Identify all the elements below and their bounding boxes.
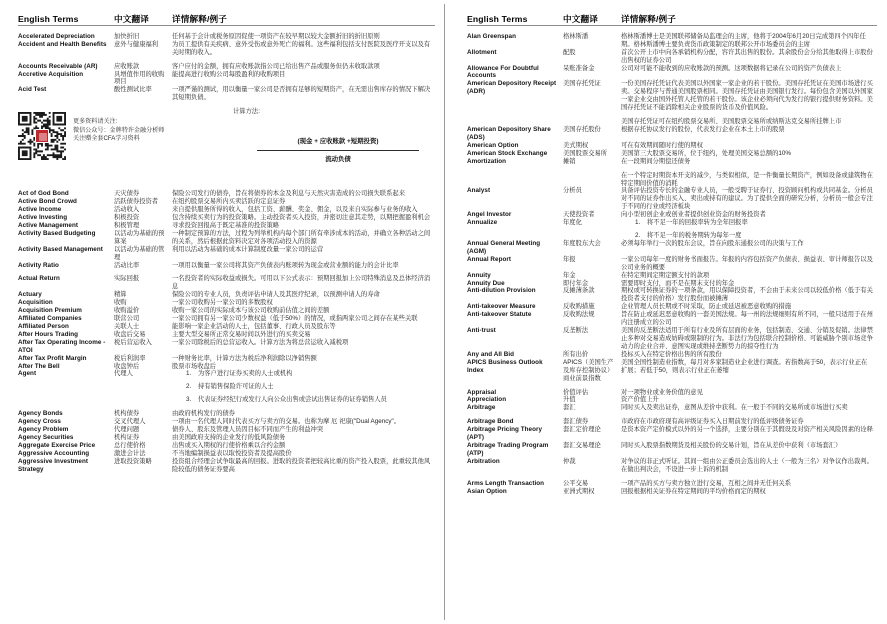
term-cell: Acquisition	[18, 299, 53, 307]
description-cell: 需要即时支付，而不是在期末支付的年金	[621, 279, 735, 287]
term-cell: Arbitrage Bond	[467, 418, 514, 426]
chinese-cell: 活动比率	[114, 261, 140, 269]
description-cell: 一家公司每年一度的财务书面报告。年报的内容包括资产负债表、损益表、审计师报告以及公司业务的概要	[621, 255, 873, 271]
term-cell: Amortization	[467, 157, 507, 165]
chinese-cell: 亚洲式期权	[563, 487, 595, 495]
chinese-cell: 酸性测试比率	[114, 86, 152, 94]
chinese-cell: 升值	[563, 396, 576, 404]
term-cell: Arms Length Transaction	[467, 479, 545, 487]
table-row	[18, 275, 435, 291]
chinese-cell: 所有出价	[563, 350, 589, 358]
table-row	[467, 351, 877, 359]
table-row	[467, 158, 877, 166]
table-row	[18, 214, 435, 222]
table-row	[467, 480, 877, 488]
column-header-chinese: 中文翻译	[563, 14, 598, 24]
description-cell: 能提高进行收购公司每股盈利的收购项目	[172, 70, 286, 78]
table-row	[467, 65, 877, 81]
promo-line-3: 关注赠全套CFA学习资料	[73, 135, 140, 143]
term-cell: Appreciation	[467, 396, 507, 404]
chinese-cell: 收购	[114, 299, 127, 307]
table-row	[18, 458, 435, 474]
description-cell: 保险公司发行的债券，旨在将债券的本金及利息与天然灾害造成的公司损失联系起来	[172, 190, 405, 198]
chinese-cell: 收购溢价	[114, 307, 140, 315]
term-cell: Arbitrage Pricing Theory (APT)	[467, 426, 543, 442]
chinese-cell	[563, 118, 621, 126]
chinese-cell: 配股	[563, 48, 576, 56]
description-cell: 资产价值上升	[621, 396, 659, 404]
table-row	[467, 359, 877, 383]
list-item: 将不足一年的回报率转为全年回报率	[647, 219, 748, 227]
chinese-cell: 代理问题	[114, 426, 140, 434]
description-cell: 保险公司的专业人员，负责评估申请人及其医疗纪录，以预测申请人的寿命	[172, 291, 380, 299]
term-cell: Active Management	[18, 221, 78, 229]
formula-bar	[257, 150, 419, 151]
description-cell: 具备评估投资专长的金融专业人员，一般受聘于证券行、投资顾问机构或共同基金。分析员对不同的证券作出买入、卖出或持有的建议。为了提供全面的研究分析，分析员一般会专注于不同的行业或经济板块	[621, 187, 873, 211]
term-cell: Annual Report	[467, 255, 512, 263]
term-cell: American Stock Exchange	[467, 149, 548, 157]
description-cell: 包含持续买卖行为的投资策略。主动投资者买入投资，并密切注意其走势，以期把握盈利机会	[172, 213, 431, 221]
table-row	[18, 262, 435, 270]
term-cell: Agency Cross	[18, 418, 61, 426]
table-row	[467, 33, 877, 49]
description-list	[172, 370, 431, 404]
table-row	[18, 291, 435, 299]
term-cell	[467, 118, 563, 126]
chinese-cell: 税后利润率	[114, 354, 146, 362]
chinese-cell: 以活动为基础的管理	[114, 245, 165, 261]
table-row	[18, 410, 435, 418]
table-row	[467, 118, 877, 126]
chinese-cell: 天灾债券	[114, 190, 140, 198]
term-cell: Anti-trust	[467, 327, 496, 335]
chinese-cell: 实际回报	[114, 275, 140, 283]
term-cell: Actual Return	[18, 275, 60, 283]
term-cell: After Hours Trading	[18, 330, 79, 338]
chinese-cell: 以活动为基础的预算案	[114, 229, 165, 245]
description-cell: 一名投资者的实际收益或损失。可用以下公式表示：预期回报加上公司特殊消息及总体经济消息	[172, 275, 431, 291]
table-row	[467, 142, 877, 150]
chinese-cell: 具增值作用的收购项目	[114, 70, 165, 86]
table-row	[18, 86, 435, 102]
description-cell: 期权或可转换证券的一项条款，用以保障投资者，不会由于未来公司以较低价格（低于有关投资者支付的价格）发行股份而被摊薄	[621, 287, 873, 303]
term-cell: Activity Based Management	[18, 245, 103, 253]
description-cell: 主要大型交易所正常交易时间以外进行的买卖交易	[172, 330, 311, 338]
promo-line-1: 更多资料请关注:	[73, 118, 118, 126]
table-row	[18, 450, 435, 458]
term-cell: Asian Option	[467, 487, 507, 495]
description-cell: 根据存托协议发行的股份，代表发行企业在本土上市的股票	[621, 125, 785, 133]
chinese-cell: 天使投资者	[563, 211, 595, 219]
chinese-cell: 呆账准备金	[563, 64, 595, 72]
description-cell: 回报根据相关证券在特定期间的平均价格而定的期权	[621, 487, 766, 495]
term-cell: Agent	[18, 370, 37, 378]
term-cell: Appraisal	[467, 388, 497, 396]
table-row	[18, 41, 435, 57]
chinese-cell: 意外与健康福利	[114, 40, 159, 48]
chinese-cell: 公平交易	[563, 479, 589, 487]
description-cell: 对争议的非正式听证。其间一组由公正委员会选出的人士（一般为三名）对争议作出裁判。在做出判决会，不设进一步上诉的机制	[621, 457, 873, 473]
term-cell: American Depository Receipt (ADR)	[467, 80, 557, 96]
table-row	[18, 355, 435, 363]
description-cell: 同时买入及卖出证券，意图从差价中获利。在一般于不同的交易所或市场进行买卖	[621, 404, 848, 412]
description-cell: 寻求投资回报高于既定基准的投资策略	[172, 221, 280, 229]
chinese-cell: 激进会计法	[114, 449, 146, 457]
chinese-cell: 应收账款	[114, 62, 140, 70]
chinese-cell: 反收购法规	[563, 311, 595, 319]
description-cell: 债券人、股东及管理人员因目标不同而产生的利益冲突	[172, 426, 324, 434]
description-cell: 在纽约股票交易所内买卖活跃的定息证券	[172, 198, 286, 206]
term-cell: Analyst	[467, 187, 491, 195]
description-cell: 为员工提供有关疾病、意外受伤或意外死亡的福利。这些福利包括支付医院及医疗开支以及有关时期的收入。	[172, 40, 431, 56]
chinese-cell: 价值评估	[563, 388, 589, 396]
description-cell: 股票市场收盘后	[172, 362, 217, 370]
term-cell: After The Bell	[18, 362, 60, 370]
term-cell: Acquisition Premium	[18, 307, 82, 315]
list-item: 代表证券经纪行或发行人向公众出售或尝试出售证券的证券销售人员	[198, 396, 387, 404]
table-row	[18, 307, 435, 315]
chinese-cell: 进取投资策略	[114, 457, 152, 465]
chinese-cell: 积极投资	[114, 213, 140, 221]
description-cell: 一项用以衡量一家公司将其资产负债表内账项转为现金或营业额的能力的会计比率	[172, 261, 399, 269]
description-cell: 一种财务比率，计算方法为税后净利润除以净销售额	[172, 354, 317, 362]
description-cell: 企业管理人员长期或不时采取，防止或延迟被恶意收购的措施	[621, 303, 792, 311]
description-cell: 不当地编制损益表以取悦投资者及提高股价	[172, 449, 292, 457]
term-cell: Aggressive Accounting	[18, 449, 90, 457]
description-cell: 向小型初创企业或创业者提供创业资金的财务投资者	[621, 211, 766, 219]
description-cell: 在特定期间定期定额支付的款项	[621, 271, 710, 279]
table-row	[467, 287, 877, 303]
description-cell: 一份美国存托凭证代表美国以外国家一家企业的若干股份。美国存托凭证在美国市场进行买卖。交易程序与普通美国股票相同。美国存托凭证由美国银行发行。每份包含美国以外国家一家企业交由国外托管人托管的若干股份。该企业必须向代为发行的银行提供财务资料。美国存托凭证不能消除相关企业股票的货币及价值风险。	[621, 80, 873, 112]
term-cell: Accelerated Depreciation	[18, 32, 95, 40]
table-row	[18, 222, 435, 230]
description-cell: 市政府在市政府现有高评级证券买入日期前发行的低评级债务证券	[621, 418, 804, 426]
table-row	[18, 190, 435, 198]
chinese-cell: 反垄断法	[563, 327, 589, 335]
description-cell: 出售或买入期权的行使价格乘以合约金额	[172, 441, 286, 449]
table-row	[467, 442, 877, 458]
description-cell: 由政府机构发行的债券	[172, 410, 235, 418]
chinese-cell: APICS（美国生产及库存控制协议）商业前景指数	[563, 358, 614, 382]
table-body-left	[18, 33, 435, 474]
term-cell: Anti-dilution Provision	[467, 287, 536, 295]
description-cell: 客户应付的金额，拥有应收账款指公司已给出售产品或服务但仍未收取款项	[172, 62, 380, 70]
promo-cell	[18, 102, 435, 190]
term-cell: APICS Business Outlook Index	[467, 358, 543, 374]
chinese-cell: 格林斯潘	[563, 32, 589, 40]
chinese-cell: 美国存托凭证	[563, 80, 601, 88]
chinese-cell: 机构证券	[114, 434, 140, 442]
term-cell: Accounts Receivable (AR)	[18, 62, 98, 70]
chinese-cell: 套汇定价理论	[563, 426, 601, 434]
description-cell: 同时买入股票指数期货及相关股份的交易计划，旨在从差价中获利（市场套汇）	[621, 442, 842, 450]
chinese-cell: 收盘后交易	[114, 330, 146, 338]
description-cell: 一项严谨的测试，用以衡量一家公司是否拥有足够的短期资产，在无需出售库存的情况下解决其短期负债。	[172, 86, 431, 102]
column-header-term: English Terms	[467, 14, 528, 24]
description-cell	[172, 370, 435, 404]
formula-numerator: (现金 + 应收账款 +短期投资)	[297, 138, 379, 146]
header-rule	[467, 25, 877, 26]
chinese-cell: 美国存托股份	[563, 125, 601, 133]
description-cell: 一种制定预算的方法，过程为列举机构内每个部门所有牵涉成本的活动，并确立各种活动之间的关系，然后根据此资料决定对各项活动投入的资源	[172, 229, 431, 245]
description-cell: 对一项物业或业务价值的意见	[621, 388, 703, 396]
description-cell: 必须每年举行一次的股东会议，旨在向股东通报公司的决策与工作	[621, 239, 804, 247]
table-row	[467, 150, 877, 158]
description-cell: 能影响一家企业活动的人士，包括董事、行政人员及股东等	[172, 322, 336, 330]
term-cell: American Depository Share (ADS)	[467, 125, 551, 141]
description-cell: 任何基于会计或税务原因促使一项资产在较早期以较大金额折旧的折旧原则	[172, 32, 380, 40]
formula-block	[233, 108, 443, 164]
promo-line-2: 微信公众号：金牌特许金融分析师	[73, 126, 165, 134]
term-cell: Arbitration	[467, 457, 500, 465]
term-cell: Actuary	[18, 291, 42, 299]
term-cell: Agency Problem	[18, 426, 69, 434]
table-row	[467, 272, 877, 280]
description-cell: 一家公司拥有另一家公司少数权益（低于50%）的情况，或指两家公司之间存在某些关联	[172, 315, 418, 323]
chinese-cell: 活动收入	[114, 206, 140, 214]
term-cell: Affiliated Person	[18, 322, 69, 330]
term-cell	[467, 172, 563, 188]
description-cell: 美国第三大股票交易所，位于纽约，处理美国交易总额的10%	[621, 149, 792, 157]
term-cell: Allotment	[467, 48, 497, 56]
column-header-description: 详情解释/例子	[621, 14, 677, 24]
list-item: 将不足一年的税务期转为每年一度	[647, 232, 742, 240]
table-row	[18, 426, 435, 434]
description-cell: 一项产品的买方与卖方独立进行交易，互相之间并无任何关系	[621, 479, 792, 487]
table-row	[467, 211, 877, 219]
chinese-cell: 活跃债券投资者	[114, 198, 159, 206]
table-row	[18, 198, 435, 206]
term-cell: Annuity	[467, 271, 491, 279]
table-row	[18, 434, 435, 442]
description-cell: 美国的反垄断法适用于所有行业及所有层面的业务，包括制造、交通、分销及促销。法律禁止多种对交易造成妨碍或限制的行为。非法行为包括联合控制价格、可能威胁个别市场竞争动力的企业合并、意图实现或维持垄断势力的掠夺性行为	[621, 327, 873, 350]
chinese-cell: 收盘钟后	[114, 362, 140, 370]
column-header-term: English Terms	[18, 14, 79, 24]
description-cell: 一家公司收购另一家公司的多数股权	[172, 299, 273, 307]
chinese-cell: 分析员	[563, 187, 582, 195]
term-cell: Annuity Due	[467, 279, 505, 287]
glossary-page-right	[445, 0, 887, 624]
term-cell: Accretive Acquisition	[18, 70, 84, 78]
formula-denominator: 流动负债	[325, 156, 351, 164]
term-cell: Affiliated Companies	[18, 315, 82, 323]
description-cell: 来自提供服务所得的收入，包括工资、薪酬、奖金、佣金，以及来自实际参与业务的收入	[172, 206, 418, 214]
table-row	[18, 331, 435, 339]
promo-text	[73, 110, 164, 144]
term-cell: After Tax Profit Margin	[18, 354, 87, 362]
chinese-cell: 税后营运收入	[114, 338, 152, 346]
term-cell: Anti-takeover Statute	[467, 311, 532, 319]
description-cell: 格林斯潘博士是美国联邦储备局监理会的主席，他将于2004年6月20日完成第四个四年任期。格林斯潘博士要负责货币政策制定的联邦公开市场委员会的主席	[621, 32, 866, 48]
chinese-cell: 联营公司	[114, 315, 140, 323]
table-row	[467, 327, 877, 351]
chinese-cell: 美式期权	[563, 141, 589, 149]
table-row	[467, 488, 877, 496]
term-cell: Accident and Health Benefits	[18, 40, 107, 48]
chinese-cell: 积极管理	[114, 221, 140, 229]
chinese-cell: 年报	[563, 255, 576, 263]
formula-label: 计算方法:	[233, 108, 260, 116]
qr-logo-badge	[35, 129, 49, 143]
term-cell: Annualize	[467, 219, 498, 227]
chinese-cell: 年金	[563, 271, 576, 279]
header-rule	[18, 25, 435, 26]
table-row	[18, 370, 435, 404]
chinese-cell: 套汇	[563, 404, 576, 412]
term-cell: Aggregate Exercise Price	[18, 441, 96, 449]
chinese-cell: 关联人士	[114, 322, 140, 330]
chinese-cell: 反摊薄条款	[563, 287, 595, 295]
table-row	[18, 418, 435, 426]
description-cell: 在一个特定时期资本开支的减少，与类似相似，是一件衡量长期资产，例如设备或建筑物在特定期间价值的消耗	[621, 171, 873, 187]
description-cell: 一家公司除税后的总营运收入。计算方法为将总营运收入减税项	[172, 338, 349, 346]
description-cell: 是资本资产定价模式以外的另一个选择，主要分别在于其假设及对资产相关风险因素的诠释	[621, 426, 873, 434]
description-cell: 可在有效期间随时行使的期权	[621, 141, 703, 149]
table-row	[18, 63, 435, 71]
chinese-cell: 反收购措施	[563, 303, 595, 311]
description-cell: 收购一家公司的实际成本与该公司收购前估值之间的差额	[172, 307, 330, 315]
term-cell: Active Bond Crowd	[18, 198, 77, 206]
promo-row	[18, 102, 435, 190]
table-row	[18, 442, 435, 450]
description-cell: 首次公开上市中向各承销机构分配，容许其出售的股份。其余股份会分给其他取得上市股份出售权的证券公司	[621, 48, 873, 64]
term-cell: Allowance For Doubtful Accounts	[467, 64, 539, 80]
table-row	[467, 172, 877, 188]
table-row	[18, 230, 435, 246]
table-row	[467, 389, 877, 397]
term-cell: Anti-takeover Measure	[467, 303, 536, 311]
promo-block	[18, 110, 435, 186]
term-cell: Aggressive Investment Strategy	[18, 457, 88, 473]
term-cell: American Option	[467, 141, 519, 149]
term-cell: Active Income	[18, 206, 62, 214]
description-cell: 美国存托凭证可在纽约股票交易所、美国股票交易所或纳斯达克交易所挂牌上市	[621, 118, 842, 126]
term-cell: Acid Test	[18, 86, 47, 94]
table-header-right	[467, 14, 877, 33]
term-cell: After Tax Operating Income - ATOI	[18, 338, 106, 354]
table-row	[18, 339, 435, 355]
table-row	[467, 240, 877, 256]
chinese-cell: 交叉代理人	[114, 418, 146, 426]
description-cell: 利用以活动为基础的成本计算制度改量一家公司的运营	[172, 245, 324, 253]
chinese-cell: 加快折旧	[114, 32, 140, 40]
table-row	[18, 246, 435, 262]
term-cell: Activity Ratio	[18, 261, 59, 269]
description-list	[621, 219, 873, 240]
glossary-table-left	[18, 14, 435, 474]
table-row	[467, 256, 877, 272]
table-row	[467, 404, 877, 412]
qr-code-icon[interactable]	[18, 112, 66, 160]
description-cell: 投标买入在特定价格出售的所有股份	[621, 350, 722, 358]
table-row	[467, 49, 877, 65]
term-cell: Agency Bonds	[18, 410, 63, 418]
chinese-cell: 总行使价格	[114, 441, 146, 449]
description-cell	[621, 219, 877, 240]
table-row	[467, 187, 877, 211]
column-header-chinese: 中文翻译	[114, 14, 149, 24]
table-row	[18, 206, 435, 214]
description-cell: 由美国政府支持的企业发行的低风险债务	[172, 434, 286, 442]
term-cell: Arbitrage	[467, 404, 496, 412]
table-row	[467, 426, 877, 442]
description-cell: 一项由一名代理人同时代表买方与卖方的交易。也称为摩 厄 祀康("Dual Agency"。	[172, 418, 401, 426]
description-cell: 投资组合经理会试争取最高的回报。进取的投资者把较高比重的资产投入股票，此重较其他风险较低的债务证券要高	[172, 457, 431, 473]
chinese-cell: 精算	[114, 291, 127, 299]
table-row	[467, 219, 877, 240]
chinese-cell: 美国股票交易所	[563, 149, 608, 157]
table-row	[467, 458, 877, 474]
term-cell: Activity Based Budgeting	[18, 229, 96, 237]
table-row	[18, 323, 435, 331]
table-row	[18, 33, 435, 41]
chinese-cell: 年度股东大会	[563, 239, 601, 247]
term-cell: Act of God Bond	[18, 190, 69, 198]
column-header-description: 详情解释/例子	[172, 14, 228, 24]
chinese-cell: 机构债券	[114, 410, 140, 418]
table-row	[18, 299, 435, 307]
list-item: 持有销售保险许可证的人士	[198, 383, 274, 391]
table-row	[18, 71, 435, 87]
term-cell: Any and All Bid	[467, 350, 515, 358]
term-cell: Angel Investor	[467, 211, 512, 219]
chinese-cell: 仲裁	[563, 457, 576, 465]
term-cell: Alan Greenspan	[467, 32, 516, 40]
chinese-cell: 即付年金	[563, 279, 589, 287]
term-cell: Active Investing	[18, 213, 68, 221]
description-cell: 旨在防止或延迟恶意收购的一套美国法规。每一州的法规细则有所不同，一般只适用于在州内注册成立的公司	[621, 311, 873, 327]
table-row	[18, 315, 435, 323]
term-cell: Agency Securities	[18, 434, 74, 442]
term-cell: Annual General Meeting (AGM)	[467, 239, 541, 255]
table-body-right	[467, 33, 877, 496]
chinese-cell: 套汇债券	[563, 418, 589, 426]
list-item: 为客户进行证券买卖的人士或机构	[198, 370, 293, 378]
chinese-cell	[563, 172, 621, 188]
glossary-table-right	[467, 14, 877, 496]
description-cell: 公司对可能不能收到的应收账款的预测。这项数据将记录在公司的资产负债表上	[621, 64, 842, 72]
table-header-left	[18, 14, 435, 33]
description-cell: 在一段期间分期偿还债务	[621, 157, 691, 165]
term-cell: Arbitrage Trading Program (ATP)	[467, 442, 549, 457]
table-row	[467, 311, 877, 327]
table-row	[467, 80, 877, 112]
chinese-cell: 代理人	[114, 370, 133, 378]
chinese-cell: 摊销	[563, 157, 576, 165]
chinese-cell: 年度化	[563, 219, 582, 227]
chinese-cell: 套汇交易理论	[563, 442, 601, 450]
table-row	[467, 126, 877, 142]
description-cell: 美国全国性制造业指数，每月对多家制造业企业进行调查。若指数高于50，表示行业正在扩展；若低于50，则表示行业正在萎缩	[621, 358, 868, 374]
